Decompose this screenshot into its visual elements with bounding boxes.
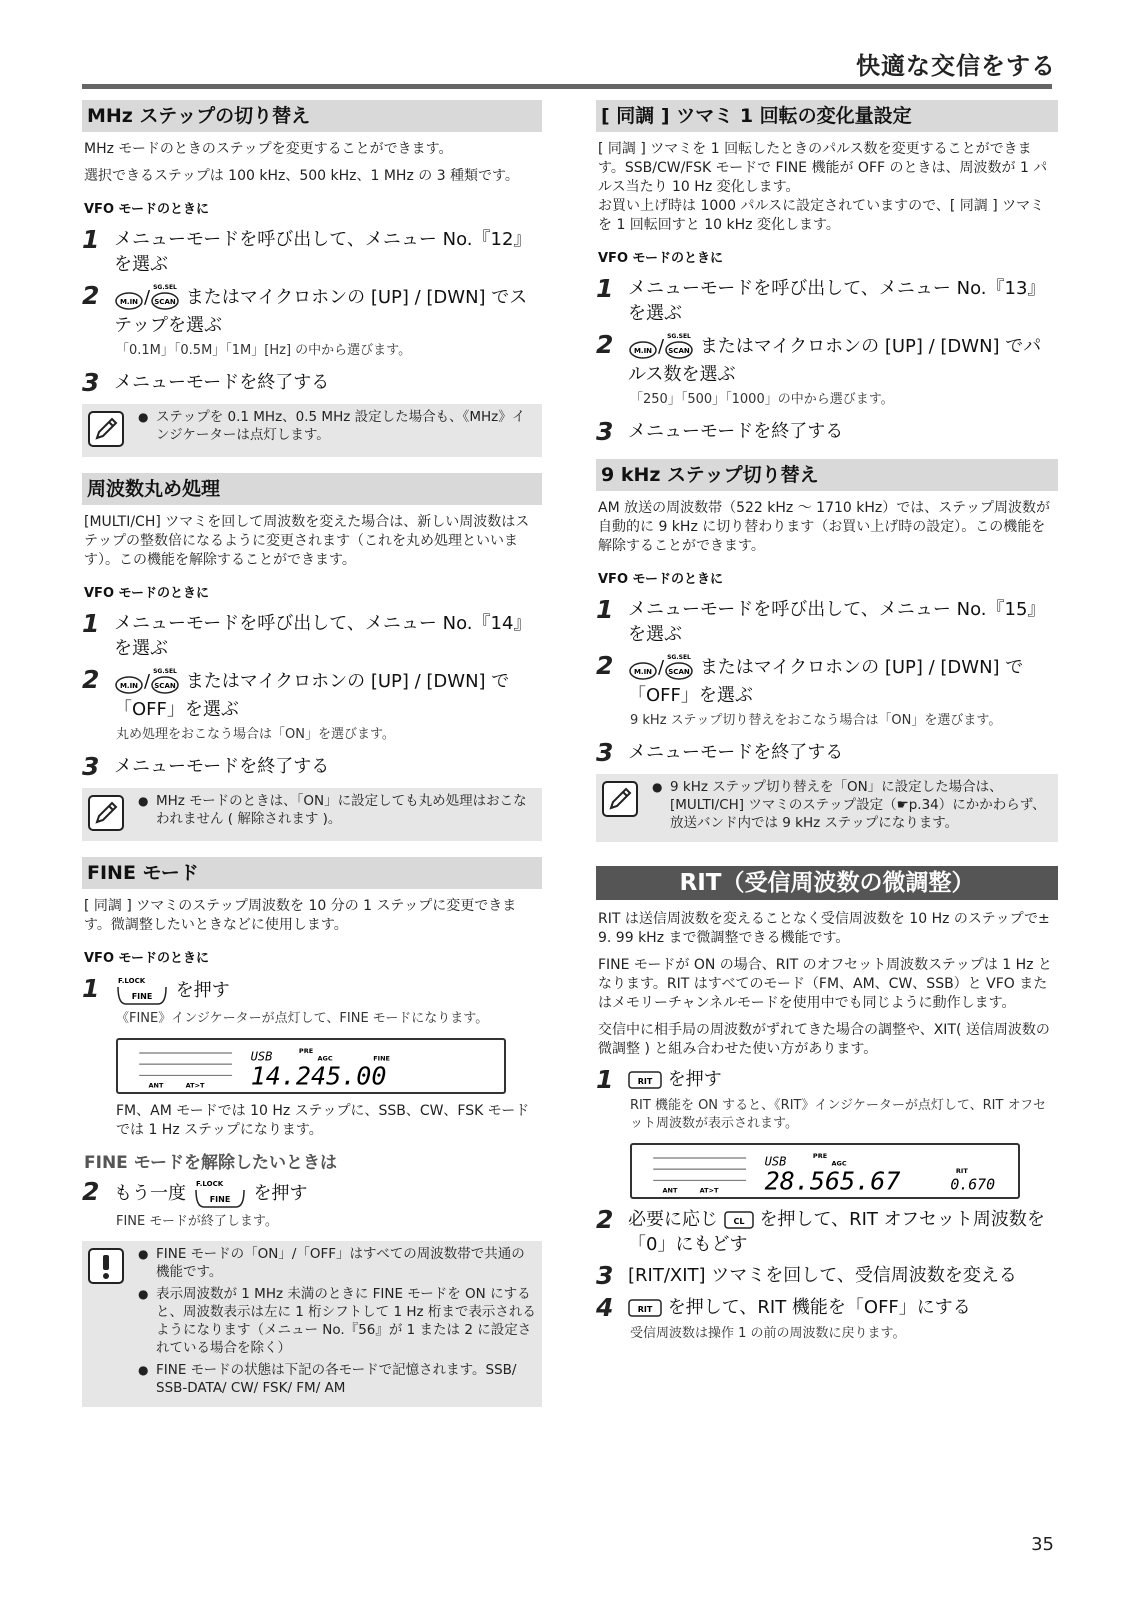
step-text-body: を押して、RIT オフセット周波数を「0」にもどす	[628, 1209, 1045, 1255]
step-3	[596, 740, 1058, 766]
rit-key-label: RIT	[637, 1077, 653, 1086]
note-list	[650, 778, 1052, 836]
paragraph: 選択できるステップは 100 kHz、500 kHz、1 MHz の 3 種類です。	[84, 168, 519, 184]
section-title-9khz: 9 kHz ステップ切り替え	[596, 459, 1058, 491]
step-4	[596, 1295, 1058, 1321]
step-text: M.IN / SG.SEL SCAN またはマイクロホンの [UP] / [DWN] で「OFF」を選ぶ	[114, 668, 510, 720]
note-item: ● FINE モードの「ON」/「OFF」はすべての周波数帯で共通の機能です。	[136, 1245, 536, 1281]
section-title-rounding: 周波数丸め処理	[82, 473, 542, 505]
step-note: 《FINE》インジケーターが点灯して、FINE モードになります。	[116, 1011, 489, 1026]
step-number: 2	[82, 1177, 100, 1206]
step-note: 丸め処理をおこなう場合は「ON」を選びます。	[116, 727, 395, 742]
step-text	[114, 1179, 307, 1209]
scan-key-icon	[150, 667, 180, 697]
rit-key-label: RIT	[637, 1305, 653, 1314]
note-box	[596, 774, 1058, 842]
lcd-at: AT>T	[185, 1081, 205, 1090]
scan-key-icon	[664, 653, 694, 683]
min-key-label: M.IN	[633, 347, 653, 355]
step-number: 3	[82, 752, 100, 781]
paragraph: RIT は送信周波数を変えることなく受信周波数を 10 Hz のステップで± 9. 99 kHz まで微調整できる機能です。	[598, 911, 1050, 946]
step-note: RIT 機能を ON すると、《RIT》インジケーターが点灯して、RIT オフセット周波数が表示されます。	[630, 1098, 1047, 1131]
lcd-at: AT>T	[699, 1186, 719, 1195]
fine-key-top-label: F.LOCK	[195, 1180, 223, 1188]
scan-key-top-label: SG.SEL	[667, 333, 691, 340]
step-text: メニューモードを終了する	[114, 372, 330, 393]
note-list	[136, 792, 536, 835]
step-2	[82, 667, 542, 722]
page-header-title: 快適な交信をする	[856, 52, 1056, 80]
lcd-rit-value: 0.670	[950, 1175, 996, 1194]
fine-key-label: FINE	[209, 1195, 231, 1204]
rit-key-icon	[628, 1071, 662, 1089]
step-1	[596, 276, 1058, 326]
step-text: メニューモードを終了する	[114, 756, 330, 777]
pencil-note-icon	[602, 778, 650, 836]
step-text-body: を押す	[253, 1183, 308, 1204]
step-text: メニューモードを呼び出して、メニュー No.『14』を選ぶ	[114, 613, 532, 659]
step-note: 受信周波数は操作 1 の前の周波数に戻ります。	[630, 1326, 906, 1341]
lcd-frequency: 14.245.00	[250, 1061, 387, 1091]
step-number: 2	[596, 330, 614, 359]
step-2	[82, 283, 542, 338]
step-number: 2	[82, 281, 100, 310]
pencil-note-icon	[88, 792, 136, 835]
step-text-body: を押す	[667, 1069, 722, 1090]
step-text-body: またはマイクロホンの [UP] / [DWN] で「OFF」を選ぶ	[628, 657, 1024, 706]
step-text: メニューモードを終了する	[628, 742, 844, 763]
step-number: 3	[596, 1261, 614, 1290]
step-number: 3	[596, 738, 614, 767]
step-text: M.IN / SG.SEL SCAN またはマイクロホンの [UP] / [DWN] でステップを選ぶ	[114, 284, 528, 336]
step-text: M.IN / SG.SEL SCAN またはマイクロホンの [UP] / [DWN] で「OFF」を選ぶ	[628, 654, 1024, 706]
lcd-agc: AGC	[317, 1054, 333, 1063]
paragraph: MHz モードのときのステップを変更することができます。	[84, 141, 453, 157]
caution-icon	[88, 1245, 136, 1401]
lcd-ant: ANT	[662, 1186, 678, 1195]
note-list	[136, 1245, 536, 1401]
step-1	[596, 597, 1058, 647]
step-text	[114, 976, 230, 1006]
lcd-mode: USB	[764, 1154, 787, 1169]
step-number: 3	[596, 417, 614, 446]
step-text-body: またはマイクロホンの [UP] / [DWN] で「OFF」を選ぶ	[114, 671, 510, 720]
min-key-icon	[628, 655, 658, 681]
note-item: ● ステップを 0.1 MHz、0.5 MHz 設定した場合も、《MHz》インジケーターは点灯します。	[136, 408, 536, 444]
s-meter-scale	[653, 1158, 746, 1180]
step-number: 2	[596, 1205, 614, 1234]
step-2	[596, 653, 1058, 708]
step-1	[596, 1067, 1058, 1093]
step-number: 1	[596, 595, 614, 624]
step-text: メニューモードを呼び出して、メニュー No.『15』を選ぶ	[628, 599, 1046, 645]
step-2	[596, 332, 1058, 387]
lcd-ant: ANT	[148, 1081, 164, 1090]
step-1	[82, 976, 542, 1006]
scan-key-label: SCAN	[668, 347, 690, 355]
step-1	[82, 227, 542, 277]
step-number: 3	[82, 368, 100, 397]
scan-key-icon	[150, 283, 180, 313]
note-box	[82, 788, 542, 841]
step-note: 「0.1M」「0.5M」「1M」[Hz] の中から選びます。	[116, 343, 412, 358]
step-text: メニューモードを呼び出して、メニュー No.『13』を選ぶ	[628, 278, 1046, 324]
step-number: 1	[82, 609, 100, 638]
note-item: ● FINE モードの状態は下記の各モードで記憶されます。SSB/ SSB-DATA/ CW/ FSK/ FM/ AM	[136, 1361, 536, 1397]
step-text-body: 必要に応じ	[628, 1209, 718, 1230]
lcd-display-fine	[116, 1038, 506, 1094]
scan-key-top-label: SG.SEL	[153, 668, 177, 675]
step-number: 1	[82, 974, 100, 1003]
lcd-pre: PRE	[812, 1152, 828, 1160]
page-number: 35	[1031, 1534, 1054, 1555]
note-list	[136, 408, 536, 451]
step-text: メニューモードを呼び出して、メニュー No.『12』を選ぶ	[114, 229, 532, 275]
step-3	[82, 370, 542, 396]
pencil-note-icon	[88, 408, 136, 451]
section-title-mhz-step: MHz ステップの切り替え	[82, 100, 542, 132]
paragraph: [ 同調 ] ツマミのステップ周波数を 10 分の 1 ステップに変更できます。微調整したいときなどに使用します。	[84, 898, 517, 933]
right-column	[596, 100, 1058, 1353]
lcd-fine: FINE	[373, 1054, 390, 1063]
paragraph: [ 同調 ] ツマミを 1 回転したときのパルス数を変更することができます。SSB/CW/FSK モードで FINE 機能が OFF のときは、周波数が 1 パルス当たり 10 Hz 変化します。	[598, 141, 1048, 195]
vfo-mode-heading: VFO モードのときに	[598, 251, 723, 266]
header-rule	[82, 84, 1052, 89]
min-key-label: M.IN	[119, 298, 139, 306]
step-note: 9 kHz ステップ切り替えをおこなう場合は「ON」を選びます。	[630, 713, 1002, 728]
min-key-icon	[114, 669, 144, 695]
left-column	[82, 100, 542, 1419]
step-2	[596, 1207, 1058, 1257]
lcd-frequency: 28.565.67	[764, 1166, 901, 1196]
note-item: ● 9 kHz ステップ切り替えを「ON」に設定した場合は、[MULTI/CH] ツマミのステップ設定（☛p.34）にかかわらず、放送バンド内では 9 kHz ステップになります。	[650, 778, 1052, 832]
scan-key-label: SCAN	[154, 298, 176, 306]
step-3	[82, 754, 542, 780]
step-text-body: またはマイクロホンの [UP] / [DWN] でステップを選ぶ	[114, 287, 528, 336]
caution-box	[82, 1241, 542, 1407]
step-1	[82, 611, 542, 661]
min-key-icon	[628, 334, 658, 360]
note-box	[82, 404, 542, 457]
step-text-body: またはマイクロホンの [UP] / [DWN] でパルス数を選ぶ	[628, 336, 1042, 385]
note-item: ● MHz モードのときは、「ON」に設定しても丸め処理はおこなわれません ( 解除されます )。	[136, 792, 536, 828]
lcd-display-rit	[630, 1143, 1020, 1199]
paragraph: お買い上げ時は 1000 パルスに設定されていますので、[ 同調 ] ツマミを 1 回転回すと 10 kHz 変化します。	[598, 198, 1045, 233]
fine-key-icon	[114, 976, 170, 1006]
scan-key-label: SCAN	[668, 668, 690, 676]
step-number: 1	[82, 225, 100, 254]
fine-key-label: FINE	[131, 992, 153, 1001]
min-key-label: M.IN	[633, 668, 653, 676]
step-text-body: を押して、RIT 機能を「OFF」にする	[667, 1297, 971, 1318]
lcd-agc: AGC	[831, 1159, 847, 1168]
vfo-mode-heading: VFO モードのときに	[84, 202, 209, 217]
cl-key-label: CL	[733, 1217, 745, 1226]
paragraph: FINE モードが ON の場合、RIT のオフセット周波数ステップは 1 Hz となります。RIT はすべてのモード（FM、AM、CW、SSB）と VFO またはメモリーチャンネルモードを使用中でも同じように動作します。	[598, 957, 1052, 1011]
min-key-icon	[114, 285, 144, 311]
scan-key-top-label: SG.SEL	[153, 284, 177, 291]
step-note: FINE モードが終了します。	[116, 1214, 278, 1229]
scan-key-top-label: SG.SEL	[667, 654, 691, 661]
step-note: 「250」「500」「1000」の中から選びます。	[630, 392, 894, 407]
lcd-rit-label: RIT	[955, 1166, 968, 1175]
step-number: 4	[596, 1293, 614, 1322]
scan-key-label: SCAN	[154, 682, 176, 690]
scan-key-icon	[664, 332, 694, 362]
step-number: 1	[596, 274, 614, 303]
step-text-body: もう一度	[114, 1183, 186, 1204]
cl-key-icon	[724, 1211, 754, 1229]
section-title-pulse: [ 同調 ] ツマミ 1 回転の変化量設定	[596, 100, 1058, 132]
section-title-rit: RIT（受信周波数の微調整）	[596, 866, 1058, 900]
step-text: メニューモードを終了する	[628, 421, 844, 442]
step-text: M.IN / SG.SEL SCAN またはマイクロホンの [UP] / [DWN] でパルス数を選ぶ	[628, 333, 1042, 385]
step-number: 2	[82, 665, 100, 694]
fine-release-heading: FINE モードを解除したいときは	[84, 1153, 338, 1173]
paragraph: FM、AM モードでは 10 Hz ステップに、SSB、CW、FSK モードでは 1 Hz ステップになります。	[116, 1103, 530, 1138]
paragraph: [MULTI/CH] ツマミを回して周波数を変えた場合は、新しい周波数はステップの整数倍になるように変更されます（これを丸め処理といいます）。この機能を解除することができます。	[84, 514, 530, 568]
note-item: ● 表示周波数が 1 MHz 未満のときに FINE モードを ON にすると、周波数表示は左に 1 桁シフトして 1 Hz 桁まで表示されるようになります（メニュー No.『56』が 1 または 2 に設定されている場合を除く）	[136, 1285, 536, 1357]
lcd-mode: USB	[250, 1049, 273, 1064]
step-3	[596, 419, 1058, 445]
min-key-label: M.IN	[119, 682, 139, 690]
fine-key-icon	[192, 1179, 248, 1209]
section-title-fine-mode: FINE モード	[82, 857, 542, 889]
step-text-body: を押す	[175, 980, 230, 1001]
s-meter-scale	[139, 1053, 232, 1075]
rit-key-icon	[628, 1299, 662, 1317]
step-3	[596, 1263, 1058, 1289]
step-text: [RIT/XIT] ツマミを回して、受信周波数を変える	[628, 1265, 1017, 1286]
step-text	[628, 1207, 1058, 1257]
step-2	[82, 1179, 542, 1209]
lcd-pre: PRE	[298, 1047, 314, 1055]
fine-key-top-label: F.LOCK	[118, 977, 146, 985]
vfo-mode-heading: VFO モードのときに	[84, 951, 209, 966]
step-text	[628, 1067, 722, 1092]
vfo-mode-heading: VFO モードのときに	[598, 572, 723, 587]
vfo-mode-heading: VFO モードのときに	[84, 586, 209, 601]
step-text	[628, 1295, 971, 1320]
paragraph: 交信中に相手局の周波数がずれてきた場合の調整や、XIT( 送信周波数の微調整 ) と組み合わせた使い方があります。	[598, 1022, 1050, 1057]
step-number: 2	[596, 651, 614, 680]
paragraph: AM 放送の周波数帯（522 kHz ～ 1710 kHz）では、ステップ周波数が自動的に 9 kHz に切り替わります（お買い上げ時の設定）。この機能を解除することができます。	[598, 500, 1050, 554]
step-number: 1	[596, 1065, 614, 1094]
